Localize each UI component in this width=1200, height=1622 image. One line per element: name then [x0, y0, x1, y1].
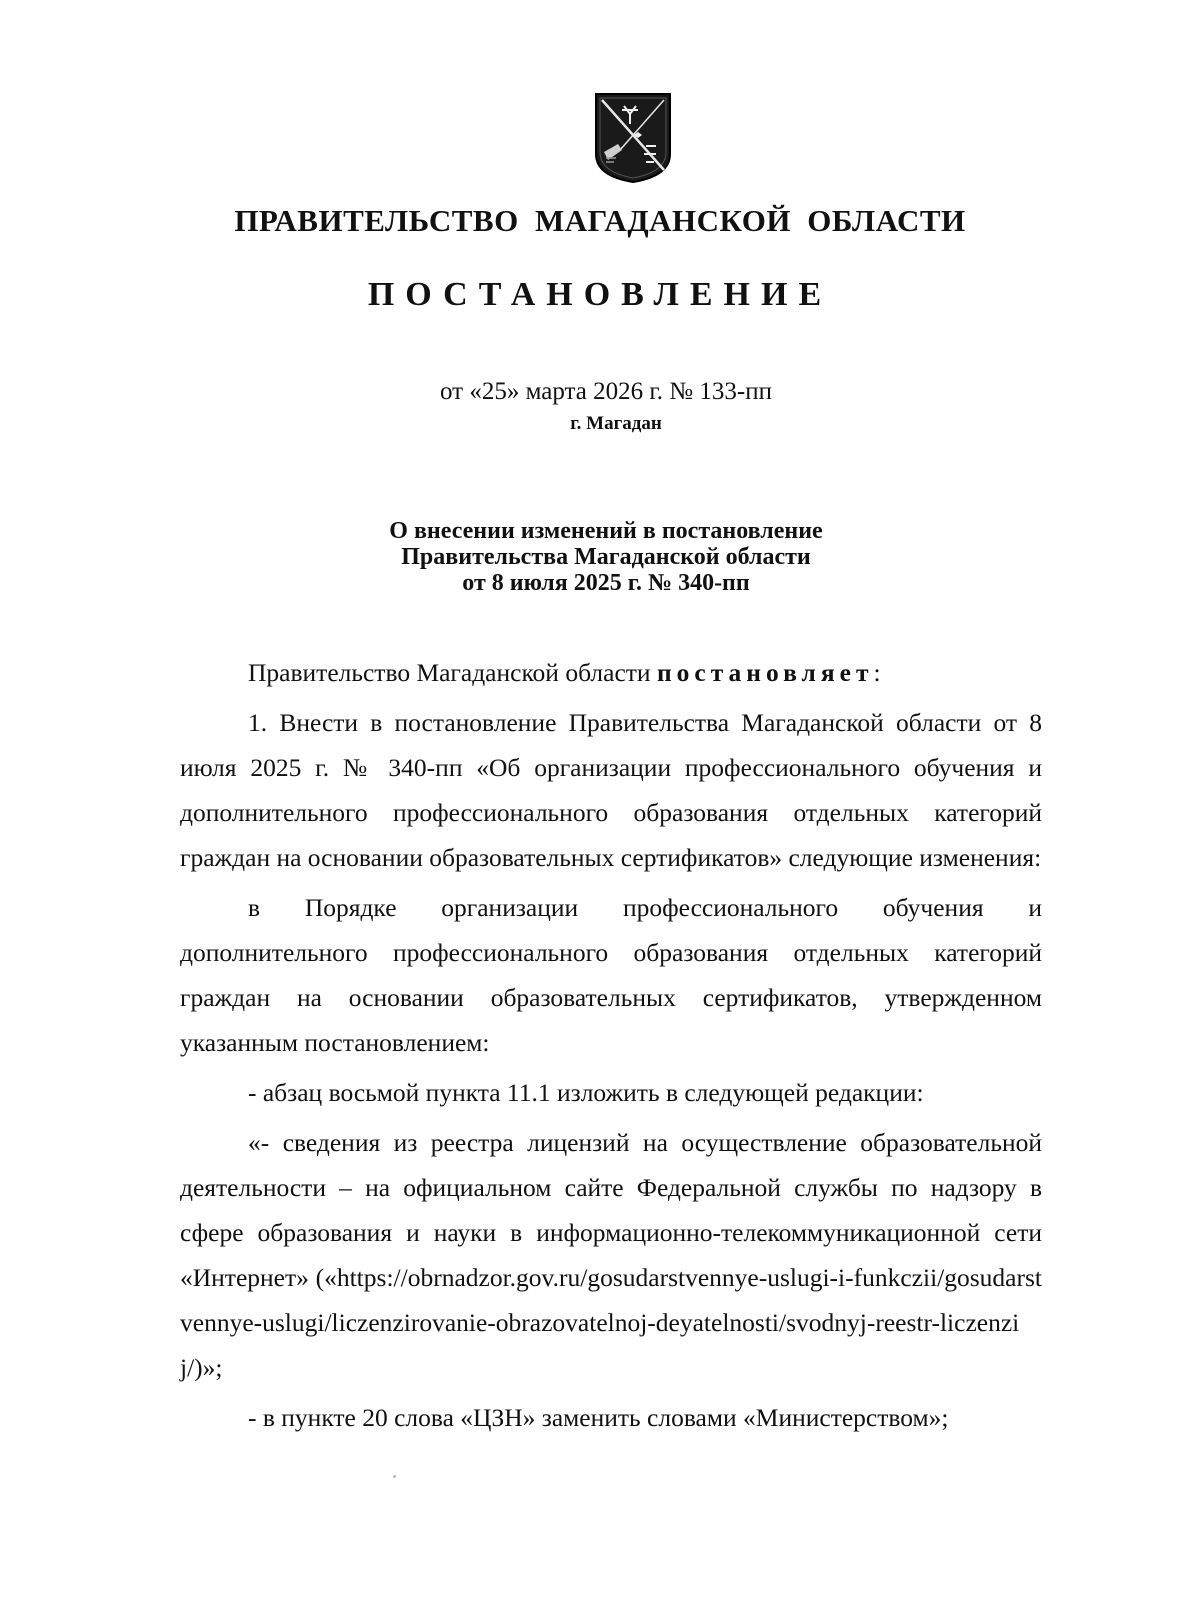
decree-keyword: постановляет	[656, 658, 874, 687]
paragraph-quote	[180, 1120, 1042, 1390]
document-body	[180, 650, 1042, 1445]
document-subject	[0, 518, 1200, 596]
paragraph-item-1: 1. Внести в постановление Правительства Магаданской области от 8 июля 2025 г. № 340-пп «Об организации профессионального обучения и дополнительного профессионального образования отдельных категорий граждан на основании образовательных сертификатов» следующие изменения:	[180, 708, 1042, 872]
quote-url: («https://obrnadzor.gov.ru/gosudarstvennye-uslugi-i-funkczii/gosudarstvennye-uslugi/liczenzirovanie-obrazovatelnoj-deyatelnosti/svodnyj-reestr-liczenzij/)»;	[180, 1263, 1042, 1382]
quote-text: «- сведения из реестра лицензий на осуществление образовательной деятельности – на официальном сайте Федеральной службы по надзору в сфере образования и науки в информационно-телекоммуникационной сети «Интернет»	[180, 1128, 1042, 1292]
decree-intro	[180, 650, 1042, 695]
document-city: г. Магадан	[570, 413, 662, 434]
document-date-number: от «25» марта 2026 г. № 133-пп	[440, 378, 772, 405]
scan-dot	[393, 1475, 396, 1478]
subject-line: О внесении изменений в постановление	[389, 518, 823, 544]
document-type: ПОСТАНОВЛЕНИЕ	[367, 276, 833, 313]
subject-line: Правительства Магаданской области	[401, 544, 811, 570]
magadan-coat-of-arms-icon	[594, 92, 672, 184]
organization-title: ПРАВИТЕЛЬСТВО МАГАДАНСКОЙ ОБЛАСТИ	[234, 203, 966, 238]
decree-colon: :	[873, 658, 881, 687]
paragraph-change-2: - в пункте 20 слова «ЦЗН» заменить словами «Министерством»;	[248, 1403, 949, 1432]
paragraph-change-1: - абзац восьмой пункта 11.1 изложить в следующей редакции:	[248, 1078, 924, 1107]
paragraph-order-intro: в Порядке организации профессионального обучения и дополнительного профессионального образования отдельных категорий граждан на основании образовательных сертификатов, утвержденном указанным постановлением:	[180, 893, 1042, 1057]
decree-intro-text: Правительство Магаданской области	[248, 658, 651, 687]
subject-line: от 8 июля 2025 г. № 340-пп	[462, 570, 750, 596]
